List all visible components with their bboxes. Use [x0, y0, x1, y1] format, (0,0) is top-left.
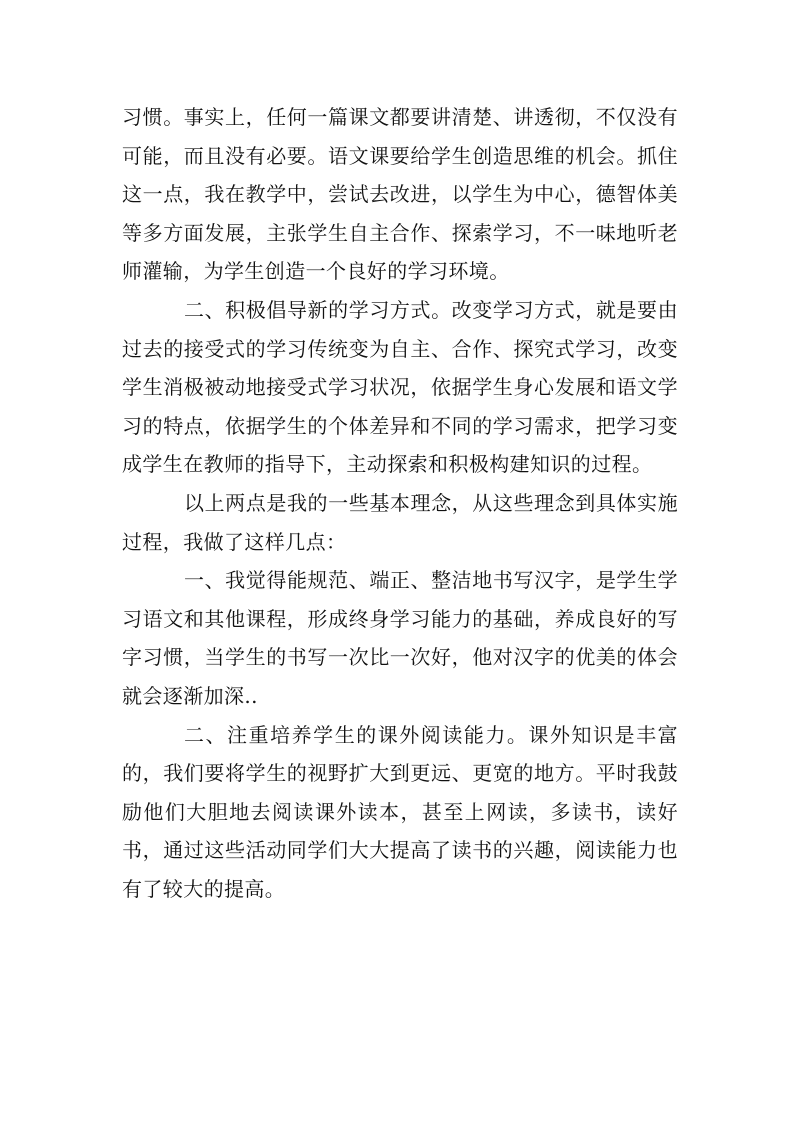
document-body — [122, 98, 678, 908]
paragraph-2: 二、积极倡导新的学习方式。改变学习方式，就是要由过去的接受式的学习传统变为自主、合作、探究式学习，改变学生消极被动地接受式学习状况，依据学生身心发展和语文学习的特点，依据学生的个体差异和不同的学习需求，把学习变成学生在教师的指导下，主动探索和积极构建知识的过程。 — [122, 297, 678, 477]
paragraph-5: 二、注重培养学生的课外阅读能力。课外知识是丰富的，我们要将学生的视野扩大到更远、更宽的地方。平时我鼓励他们大胆地去阅读课外读本，甚至上网读，多读书，读好书，通过这些活动同学们大大提高了读书的兴趣，阅读能力也有了较大的提高。 — [122, 722, 678, 901]
paragraph-3: 以上两点是我的一些基本理念，从这些理念到具体实施过程，我做了这样几点： — [122, 490, 678, 554]
paragraph-1: 习惯。事实上，任何一篇课文都要讲清楚、讲透彻，不仅没有可能，而且没有必要。语文课要给学生创造思维的机会。抓住这一点，我在教学中，尝试去改进，以学生为中心，德智体美等多方面发展，主张学生自主合作、探索学习，不一味地听老师灌输，为学生创造一个良好的学习环境。 — [122, 105, 678, 284]
paragraph-4: 一、我觉得能规范、端正、整洁地书写汉字，是学生学习语文和其他课程，形成终身学习能力的基础，养成良好的写字习惯，当学生的书写一次比一次好，他对汉字的优美的体会就会逐渐加深.. — [122, 568, 678, 708]
